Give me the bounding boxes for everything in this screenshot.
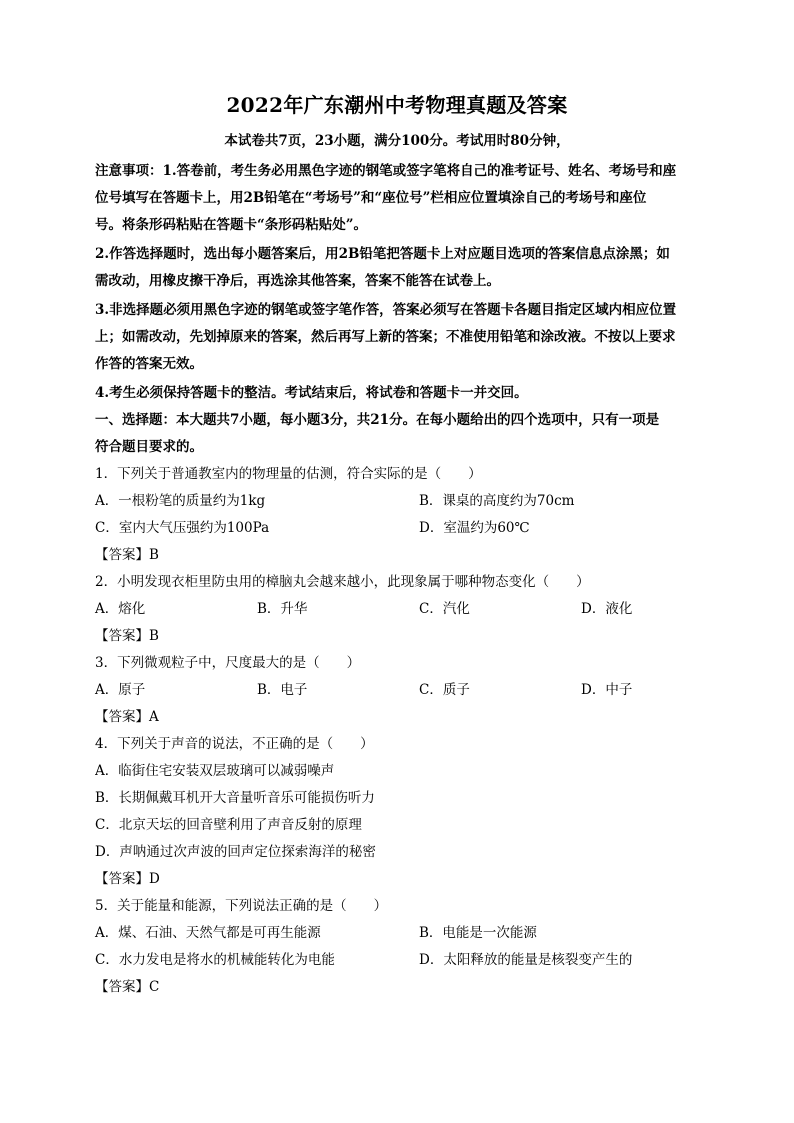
notice-line: 上；如需改动，先划掉原来的答案，然后再写上新的答案；不准使用铅笔和涂改液。不按以上要求	[95, 329, 676, 345]
answer: 【答案】D	[95, 871, 160, 887]
notice-line: 号。将条形码粘贴在答题卡“条形码粘贴处”。	[95, 217, 368, 233]
exam-info: 本试卷共7页，23小题，满分100分。考试用时80分钟，	[224, 133, 570, 149]
notice-line: 3.非选择题必须用黑色字迹的钢笔或签字笔作答，答案必须写在答题卡各题目指定区域内相应位置	[95, 302, 677, 318]
option-a: A．熔化	[95, 601, 146, 617]
option-b: B．课桌的高度约为70cm	[419, 493, 575, 509]
option-b: B．长期佩戴耳机开大音量听音乐可能损伤听力	[95, 790, 375, 806]
answer: 【答案】B	[95, 547, 159, 563]
question-stem: 1．下列关于普通教室内的物理量的估测，符合实际的是（ ）	[95, 466, 482, 482]
option-c: C．质子	[419, 682, 470, 698]
notice-line: 4.考生必须保持答题卡的整洁。考试结束后，将试卷和答题卡一并交回。	[95, 385, 528, 401]
option-c: C．汽化	[419, 601, 470, 617]
answer: 【答案】C	[95, 979, 160, 995]
option-a: A．临街住宅安装双层玻璃可以减弱噪声	[95, 763, 335, 779]
answer: 【答案】B	[95, 628, 159, 644]
question-stem: 4．下列关于声音的说法，不正确的是（ ）	[95, 736, 374, 752]
option-b: B．升华	[257, 601, 308, 617]
option-d: D．室温约为60℃	[419, 520, 530, 536]
option-d: D．太阳释放的能量是核裂变产生的	[419, 952, 633, 968]
option-a: A．原子	[95, 682, 146, 698]
option-a: A．一根粉笔的质量约为1kg	[95, 493, 266, 509]
option-d: D．液化	[581, 601, 633, 617]
option-b: B．电子	[257, 682, 308, 698]
notice-line: 注意事项：1.答卷前，考生务必用黑色字迹的钢笔或签字笔将自己的准考证号、姓名、考场号和座	[95, 163, 677, 179]
document-title: 2022年广东潮州中考物理真题及答案	[226, 93, 568, 117]
notice-line: 需改动，用橡皮擦干净后，再选涂其他答案，答案不能答在试卷上。	[95, 273, 500, 289]
option-c: C．北京天坛的回音壁利用了声音反射的原理	[95, 817, 362, 833]
notice-line: 位号填写在答题卡上，用2B铅笔在“考场号”和“座位号”栏相应位置填涂自己的考场号和座位	[95, 190, 647, 206]
option-c: C．室内大气压强约为100Pa	[95, 520, 270, 536]
question-stem: 3．下列微观粒子中，尺度最大的是（ ）	[95, 655, 361, 671]
notice-line: 2.作答选择题时，选出每小题答案后，用2B铅笔把答题卡上对应题目选项的答案信息点涂黑；如	[95, 246, 670, 262]
section-heading-cont: 符合题目要求的。	[95, 439, 203, 455]
option-c: C．水力发电是将水的机械能转化为电能	[95, 952, 335, 968]
notice-line: 作答的答案无效。	[95, 356, 203, 372]
question-stem: 5．关于能量和能源，下列说法正确的是（ ）	[95, 898, 388, 914]
option-d: D．中子	[581, 682, 633, 698]
option-a: A．煤、石油、天然气都是可再生能源	[95, 925, 321, 941]
answer: 【答案】A	[95, 709, 159, 725]
option-b: B．电能是一次能源	[419, 925, 537, 941]
section-heading: 一、选择题：本大题共7小题，每小题3分，共21分。在每小题给出的四个选项中，只有一项是	[95, 412, 660, 428]
question-stem: 2．小明发现衣柜里防虫用的樟脑丸会越来越小，此现象属于哪种物态变化（ ）	[95, 574, 590, 590]
option-d: D．声呐通过次声波的回声定位探索海洋的秘密	[95, 844, 376, 860]
